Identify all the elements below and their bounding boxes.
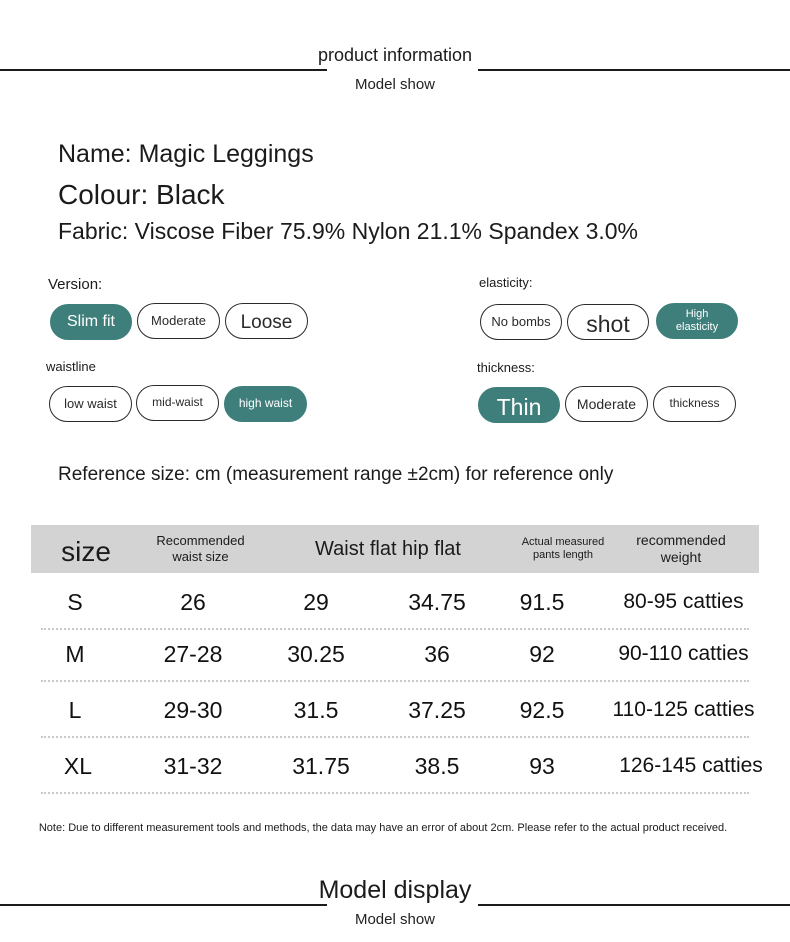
cell-length: 91.5 [519, 588, 565, 615]
section-title: product information [317, 45, 473, 65]
cell-weight: 80-95 catties [623, 590, 744, 613]
waistline-option-mid-waist[interactable]: mid-waist [136, 385, 219, 421]
table-row [31, 626, 759, 682]
cell-weight: 110-125 catties [612, 698, 755, 721]
header-size: size [61, 536, 111, 568]
cell-length: 92 [529, 640, 555, 667]
cell-waist: 31-32 [163, 752, 223, 779]
elasticity-label: elasticity: [479, 275, 533, 290]
header-recommended-weight: recommended weight [636, 532, 726, 565]
version-label: Version: [48, 276, 103, 293]
cell-length: 92.5 [519, 696, 565, 723]
thickness-option-thin[interactable]: Thin [478, 387, 560, 423]
cell-hip-flat: 36 [424, 640, 450, 667]
thickness-option-moderate[interactable]: Moderate [565, 386, 648, 422]
thickness-label: thickness: [477, 360, 535, 375]
cell-weight: 90-110 catties [618, 642, 749, 665]
product-colour: Colour: Black [58, 179, 225, 210]
header-pants-length: Actual measured pants length [521, 535, 605, 561]
header-waist-flat-hip-flat: Waist flat hip flat [315, 538, 461, 560]
size-table-header [31, 525, 759, 573]
row-divider [41, 792, 749, 794]
elasticity-option-high-elasticity[interactable]: High elasticity [656, 303, 738, 339]
waistline-option-high-waist[interactable]: high waist [224, 386, 307, 422]
cell-waist-flat: 31.75 [292, 752, 350, 779]
cell-weight: 126-145 catties [619, 754, 763, 777]
elasticity-option-no-bombs[interactable]: No bombs [480, 304, 562, 340]
cell-size: S [67, 588, 83, 615]
cell-waist-flat: 30.25 [287, 640, 345, 667]
header-recommended-waist: Recommended waist size [156, 533, 245, 564]
cell-waist: 27-28 [163, 640, 223, 667]
cell-size: M [65, 640, 85, 667]
cell-length: 93 [529, 752, 555, 779]
table-row [31, 738, 763, 794]
cell-hip-flat: 34.75 [408, 588, 466, 615]
product-fabric: Fabric: Viscose Fiber 75.9% Nylon 21.1% Spandex 3.0% [58, 218, 638, 244]
version-option-slim-fit[interactable]: Slim fit [50, 304, 132, 340]
cell-size: L [68, 696, 82, 723]
cell-size: XL [63, 752, 93, 779]
cell-hip-flat: 37.25 [408, 696, 466, 723]
cell-waist: 26 [180, 588, 206, 615]
elasticity-option-shot[interactable]: shot [567, 304, 649, 340]
cell-waist-flat: 29 [303, 588, 329, 615]
footer-title: Model display [318, 876, 472, 904]
table-row [31, 682, 759, 738]
header-rule-right [478, 69, 790, 71]
thickness-option-thickness[interactable]: thickness [653, 386, 736, 422]
cell-waist: 29-30 [163, 696, 223, 723]
waistline-option-low-waist[interactable]: low waist [49, 386, 132, 422]
cell-hip-flat: 38.5 [414, 752, 460, 779]
product-name: Name: Magic Leggings [58, 140, 314, 168]
version-option-moderate[interactable]: Moderate [137, 303, 220, 339]
footer-subtitle: Model show [354, 911, 436, 928]
measurement-note: Note: Due to different measurement tools and methods, the data may have an error of about 2cm. Please refer to the actual product received. [38, 822, 728, 834]
reference-size-note: Reference size: cm (measurement range ±2cm) for reference only [58, 464, 614, 485]
header-rule-left [0, 69, 327, 71]
cell-waist-flat: 31.5 [293, 696, 339, 723]
table-row [31, 574, 759, 630]
section-subtitle: Model show [354, 76, 436, 93]
version-option-loose[interactable]: Loose [225, 303, 308, 339]
waistline-label: waistline [46, 359, 96, 374]
